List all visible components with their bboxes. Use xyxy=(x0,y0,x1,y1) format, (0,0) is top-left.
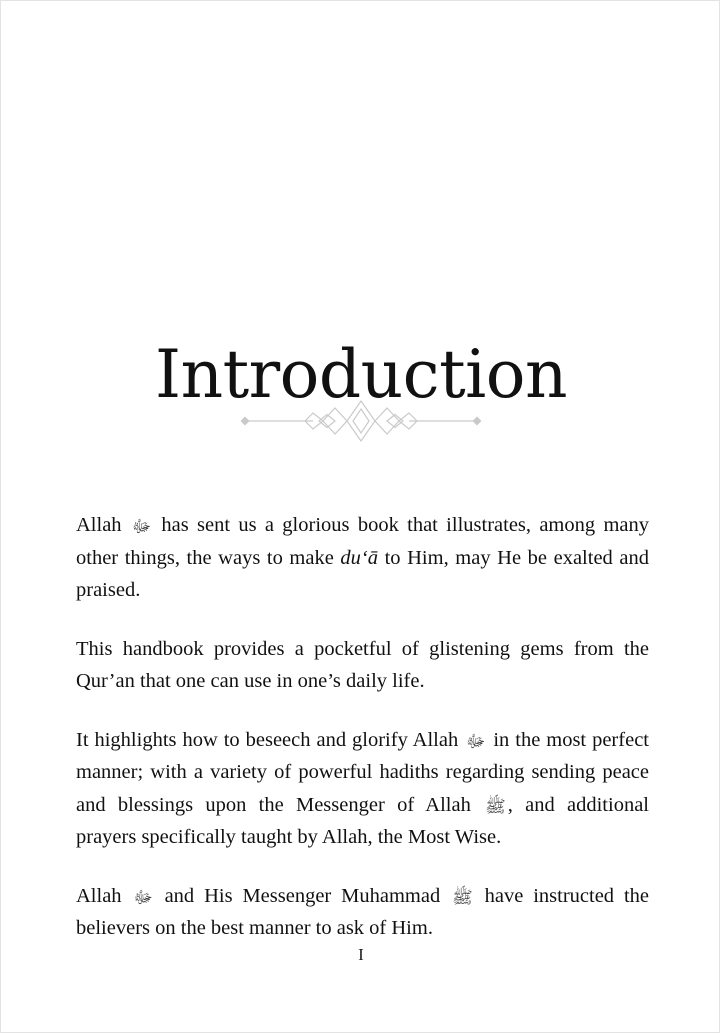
italic-term: duʻā xyxy=(340,546,378,569)
paragraph-4: Allah ﷻ and His Messenger Muhammad ﷺ have instructed the believers on the best manner to ask of Him. xyxy=(76,884,649,939)
sallallahu-alayhi-wasallam-glyph: ﷺ xyxy=(485,796,506,817)
jalla-jalaluhu-glyph: ﷻ xyxy=(131,517,152,537)
jalla-jalaluhu-glyph: ﷻ xyxy=(133,887,153,908)
page-number: I xyxy=(358,945,364,964)
ornamental-divider-icon xyxy=(235,399,487,443)
page-title: Introduction xyxy=(155,336,567,414)
paragraph-1: Allah ﷻ has sent us a glorious book that illustrates, among many other things, the ways to make duʻā to Him, may He be exalted and praised. xyxy=(76,514,649,601)
paragraph-2: This handbook provides a pocketful of glistening gems from the Qur’an that one can use in one’s daily life. xyxy=(76,637,649,692)
body-text xyxy=(76,509,649,945)
jalla-jalaluhu-glyph: ﷻ xyxy=(466,731,486,752)
sallallahu-alayhi-wasallam-glyph: ﷺ xyxy=(452,887,473,908)
paragraph-3: It highlights how to beseech and glorify Allah ﷻ in the most perfect manner; with a variety of powerful hadiths regarding sending peace and blessings upon the Messenger of Allah ﷺ, and additional prayers specifically taught by Allah, the Most Wise. xyxy=(76,728,649,848)
ornamental-divider xyxy=(1,399,720,443)
